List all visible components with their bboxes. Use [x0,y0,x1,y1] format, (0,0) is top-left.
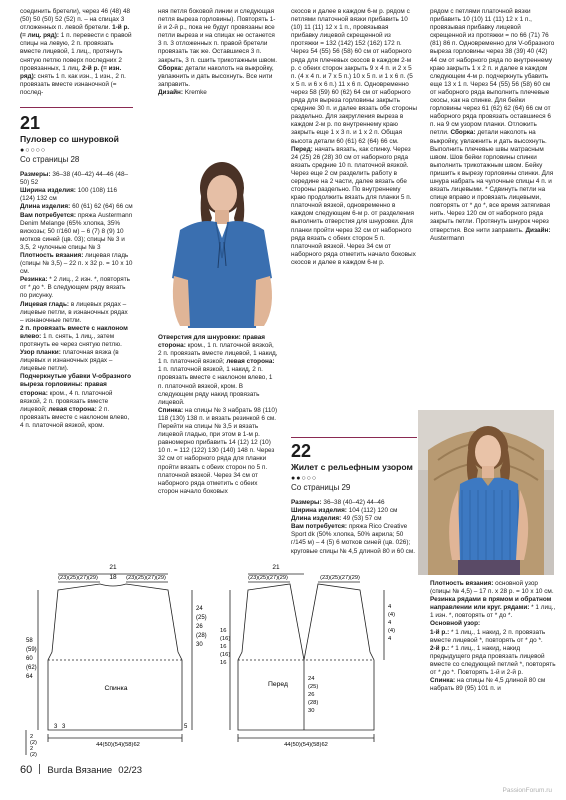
model-21-photo [140,158,290,328]
field-label: левая сторона: [226,358,275,366]
field-label: Узор планки: [20,349,61,357]
dim-label: (62) [26,665,37,671]
field-value: 60 (61) 62 (64) 66 см [72,203,133,211]
field-value: платочная вязка (в лицевых и изнаночных рядах – лицевые петли). [20,349,119,373]
col3-text: скосов и далее в каждом 6-м р. рядом с петлями платочной вязки прибавить 10 (10) 11 (11) 12 х 1 п., провязывая прибавку лицевой скрещенной из протяжки = 132 (142) 152 (162) 172 п. Через 54 (55) 56 (58) 60 см от наборного ряда для плечевых скосов в каждом 2-м р. с обеих сторон закрыть 9 х 4 п. и 2 х 5 п. (4 х 4 п. и 7 х 5 п.) 10 х 5 п. и 1 х 6 п. (5 х 5 п. и 6 х 6 п.) 11 х 6 п. Одновременно через 58 (59) 60 (62) 64 см от наборного ряда для выреза горловины закрыть средние 30 п. и далее вязать обе стороны раздельно. Для закругления выреза в каждом 2-м р. по внутреннему краю закрыть еще 1 х 3 п. и 1 х 2 п. Общая высота детали 60 (61) 62 (64) 66 см. [291,8,417,145]
dim-label: 30 [308,708,315,714]
field-label: Лицевая гладь: [20,300,70,308]
dim-label: 4 [388,604,392,610]
dim-label: (23)(25)(27)(29) [126,575,166,581]
field-label: Ширина изделия: [20,187,76,195]
dim-label: 3 [62,724,66,730]
row-label: 1-й р. (= лиц. ряд): [20,24,130,40]
dim-label: 2 [30,746,34,752]
dim-label: 18 [109,574,117,581]
dim-label: (23)(25)(27)(29) [248,575,288,581]
field-value: начать вязать, как спинку. Через 24 (25) 26 (28) 30 см от наборного ряда вязать средние 10 п. платочной вязкой. Через еще 2 см разделить работу в середине на 2 части, далее вязать обе стороны раздельно. По внутреннему краю продолжить вязать для планки 5 п. платочной вязкой, одновременно в каждом следующем 6-м р. от разделения выполнить отверстия для шнуровки. Для планки пройти через 32 см от наборного ряда вязать с обеих сторон 5 п. платочной вязкой. Через 34 см от наборного ряда отметить начало боковых скосов и далее в каждом 6-м р. [291,145,416,266]
field-label: Спинка: [158,406,184,414]
dim-label: 24 [196,606,203,612]
dim-label: (25) [196,615,207,621]
col1-top: соединить бретели), через 46 (48) 48 (50) 50 (50) 52 (52) п. – на спицах 3 отложенных п. левой бретели. [20,8,131,32]
field-value: кром., 4 п. платочной вязкой, 2 п. провязать вместе лицевой; [20,389,113,413]
field-label: Дизайн: [525,226,551,234]
pattern-number: 22 [291,441,312,461]
field-value: 36–38 (40–42) 44–46 [323,499,385,506]
dim-label: 24 [308,676,315,682]
column-1 [20,8,133,430]
dim-label: (23)(25)(27)(29) [58,575,98,581]
dim-label: (2) [30,752,37,758]
field-label: Вам потребуется: [20,211,77,219]
field-label: левая сторона: [48,405,97,413]
row-text: снять 1 п. как изн., 1 изн., 2 п. провязать вместе изнаночной (= послед- [20,72,126,96]
pattern-22-info [291,442,417,556]
dim-label: 5 [184,724,188,730]
pattern-number: 21 [20,113,41,134]
field-value: 104 (112) 120 см [348,507,398,515]
dim-label: 44(50)(54)(58)62 [284,742,328,748]
back-schematic-svg [18,560,218,758]
dim-label: 21 [272,564,280,571]
field-value: основной узор (спицы № 4,5) – 17 п. х 28 р. = 10 х 10 см. [430,580,554,596]
magazine-name: Burda Вязание [47,765,113,776]
dim-label: 4 [388,636,392,642]
dim-label: 21 [109,564,117,571]
field-label: Размеры: [291,499,322,506]
designer-name: Kremke [184,88,207,96]
field-label: Спинка: [430,677,456,685]
dim-label: 16 [220,628,227,634]
dim-label: 2 [30,734,34,740]
page-reference: Со страницы 28 [20,155,80,165]
field-label: Плотность вязания: [20,251,84,259]
dim-label: 26 [308,692,315,698]
front-schematic-svg [218,560,418,758]
designer-name: Austermann [430,234,465,242]
field-label: Длина изделия: [291,515,342,523]
dim-label: 30 [196,642,203,648]
back-schematic [18,560,218,763]
pattern-22-details [430,580,556,693]
field-label: Вам потребуется: [291,523,348,531]
pattern-title: Пуловер со шнуровкой [20,134,119,145]
field-value: на спицы № 4,5 длиной 80 см набрать 89 (95) 101 п. и [430,677,546,693]
field-label: Длина изделия: [20,203,71,211]
section-divider [291,437,417,438]
col2-top: няя петля боковой линии и следующая петля выреза горловины). Повторять 1-й и 2-й р., пока не будут провязаны все петли выреза и на спицах не останется 3 п. 3 отложенных п. правой бретели провязать так же. Оставшиеся 3 п. закрыть, 3 п. сшить трикотажным швом. [158,8,277,64]
field-value: детали наколоть на выкройку, увлажнить и дать высохнуть. Все нити заправить. [158,64,274,88]
dim-label: 64 [26,674,33,680]
field-value: на спицы № 3 набрать 98 (110) 118 (130) 138 п. и вязать резинкой 6 см. Перейти на спицы № 3,5 и вязать лицевой гладью, при этом в 1-м р. равномерно прибавить 14 (12) 12 (10) 10 п. = 112 (122) 130 (140) 148 п. Через 32 см от наборного ряда для планки пройти вязать с обеих сторон по 5 п. платочной вязкой. Через 34 см от наборного ряда отметить с обеих сторон начало боковых [158,406,278,495]
dim-label: (59) [26,647,37,653]
pattern-title: Жилет с рельефным узором [291,462,413,472]
dim-label: (4) [388,612,396,618]
page-footer [20,764,142,776]
section-divider [20,107,133,108]
field-label: Размеры: [20,171,51,179]
difficulty-dots: ●○○○○ [20,147,47,155]
field-label: Резинка рядами в прямом и обратном направлении или круг. рядами: [430,596,552,612]
field-label: Плотность вязания: [430,580,494,587]
footer-divider [39,764,40,774]
field-label: Ширина изделия: [291,507,347,515]
field-label: Дизайн: [158,88,184,96]
field-value: 100 (108) 116 (124) 132 см [20,187,118,203]
dim-label: (16) [220,652,231,658]
column-4 [430,8,556,243]
dim-label: (28) [196,633,207,639]
front-schematic [218,560,418,763]
field-label: Сборка: [158,64,184,72]
page-reference: Со страницы 29 [291,483,351,492]
dim-label: 16 [220,660,227,666]
cord-instructions: Для шнура набрать на чулочные спицы 4 п. и вязать лицевыми. * Сдвинуть петли на спице вправо и провязать лицевыми, повторять от * до *, все время затягивая нить. Через 120 см от наборного ряда закрыть петли. Протянуть шнурок через отверстия. Все нити заправить. [430,169,554,234]
dim-label: 4 [388,620,392,626]
field-value: детали наколоть на выкройку, увлажнить и дать высохнуть. Выполнить плечевые швы матрасным швом. Шов бейки горловины спинки выполнить трикотажным швом. Бейку пришить к вырезу горловины спинки. [430,129,547,177]
dim-label: 58 [26,638,33,644]
column-3 [291,8,417,267]
field-value: кром., 1 п. платочной вязкой, 2 п. провязать вместе лицевой, 1 накид, 1 п. платочной вязкой; [158,342,278,366]
field-value: * 1 лиц., 1 накид, 2 п. провязать вместе лицевой *, повторять от * до *. [430,628,546,644]
dim-label: (28) [308,700,319,706]
piece-label: Спинка [104,685,128,692]
field-value: пряжа Rico Creative Sport dk (50% хлопка, 50% акрила; 50 г/145 м) – 4 (5) 6 мотков синей (цв. 026); круговые спицы № 4,5 длиной 80 и 60 см. [291,523,416,555]
field-value: * 1 лиц., 1 накид, накид предыдущего ряда провязать лицевой вместе со следующей петлей *, повторять от * до *. Повторять 1-й и 2-й р. [430,644,556,677]
model-22-illustration [418,410,554,575]
page-number: 60 [20,764,33,776]
dim-label: (16) [220,636,231,642]
dim-label: (4) [388,628,396,634]
field-label: 1-й р.: [430,628,450,636]
issue-number: 02/23 [118,765,143,776]
field-label: Отверстия для шнуровки: правая сторона: [158,334,266,350]
dim-label: (2) [30,740,37,746]
difficulty-dots: ●●○○○ [291,475,318,482]
dim-label: (25) [308,684,319,690]
field-value: 49 (53) 57 см [343,515,382,523]
field-label: 2-й р.: [430,644,450,652]
column-2 [158,8,278,97]
field-value: * 2 лиц., 2 изн. *, повторять от * до *. В следующем ряду вязать по рисунку. [20,276,131,300]
row-label: 2-й р. (= изн. ряд): [20,64,122,80]
dim-label: 3 [54,724,58,730]
dim-label: 26 [196,624,203,630]
dim-label: (23)(25)(27)(29) [320,575,360,581]
field-label: Основной узор: [430,620,481,628]
dim-label: 60 [26,656,33,662]
field-value: 1 п. платочной вязкой, 1 накид, 2 п. провязать вместе с наклоном влево, 1 п. платочной вязкой, кром. В следующем ряду накид провязать лицевой. [158,366,273,406]
field-value: лицевая гладь (спицы № 3,5) – 22 п. х 32 р. = 10 х 10 см. [20,251,133,276]
field-label: Подчеркнутые убавки V-образного выреза горловины: правая сторона: [20,373,131,397]
dim-label: 44(50)(54)(58)62 [96,742,140,748]
col4-text: рядом с петлями платочной вязки прибавить 10 (10) 11 (11) 12 х 1 п., провязывая прибавку лицевой скрещенной из протяжки = по 66 (71) 76 (81) 86 п. Одновременно для V-образного выреза горловины через 38 (39) 40 (42) 44 см от наборного ряда по внутреннему краю закрыть 1 х 2 п. и далее в каждом следующем 4-м р. подчеркнуть убавить еще 13 х 1 п. Через 54 (55) 56 (58) 60 см от наборного ряда выполнить плечевые скосы, как на спинке. Для бейки горловины через 61 (62) 62 (64) 66 см от наборного ряда провязать оставшиеся 6 п. на 9 см узором планки. Отложить петли. [430,8,555,137]
watermark: PassionForum.ru [502,787,552,794]
row-text: 1 п. перевести с правой спицы на левую, 2 п. провязать вместе лицевой, 1 лиц., протянуть снятую петлю поверх последних 2 провязанных, 1 лиц. [20,32,132,72]
piece-label: Перед [267,681,289,688]
field-value: 2 п. провязать вместе с наклоном влево, 4 п. платочной вязкой, кром. [20,405,130,429]
field-value: в лицевых рядах – лицевые петли, в изнаночных рядах – изнаночные петли. [20,300,128,324]
field-value: 1 п. снять, 1 лиц., затем протянуть ее через снятую петлю. [20,332,122,348]
field-label: Перед: [291,145,313,153]
field-label: Сборка: [450,129,476,137]
field-label: 2 п. провязать вместе с наклоном влево: [20,324,128,340]
model-22-photo [418,410,554,575]
field-value: 36–38 (40–42) 44–46 (48–50) 52 [20,171,129,187]
field-value: пряжа Austermann Denim Melange (65% хлопка, 35% вискозы; 50 г/160 м) – 6 (7) 8 (9) 10 мотков синей (цв. 03); спицы № 3 и 3,5, 2 чулочные спицы № 3 [20,211,133,251]
field-label: Резинка: [20,276,48,284]
field-value: * 1 лиц., 1 изн. *, повторять от * до *. [430,604,556,620]
column-2-lower [158,334,278,496]
dim-label: 16 [220,644,227,650]
model-21-illustration [140,158,290,328]
